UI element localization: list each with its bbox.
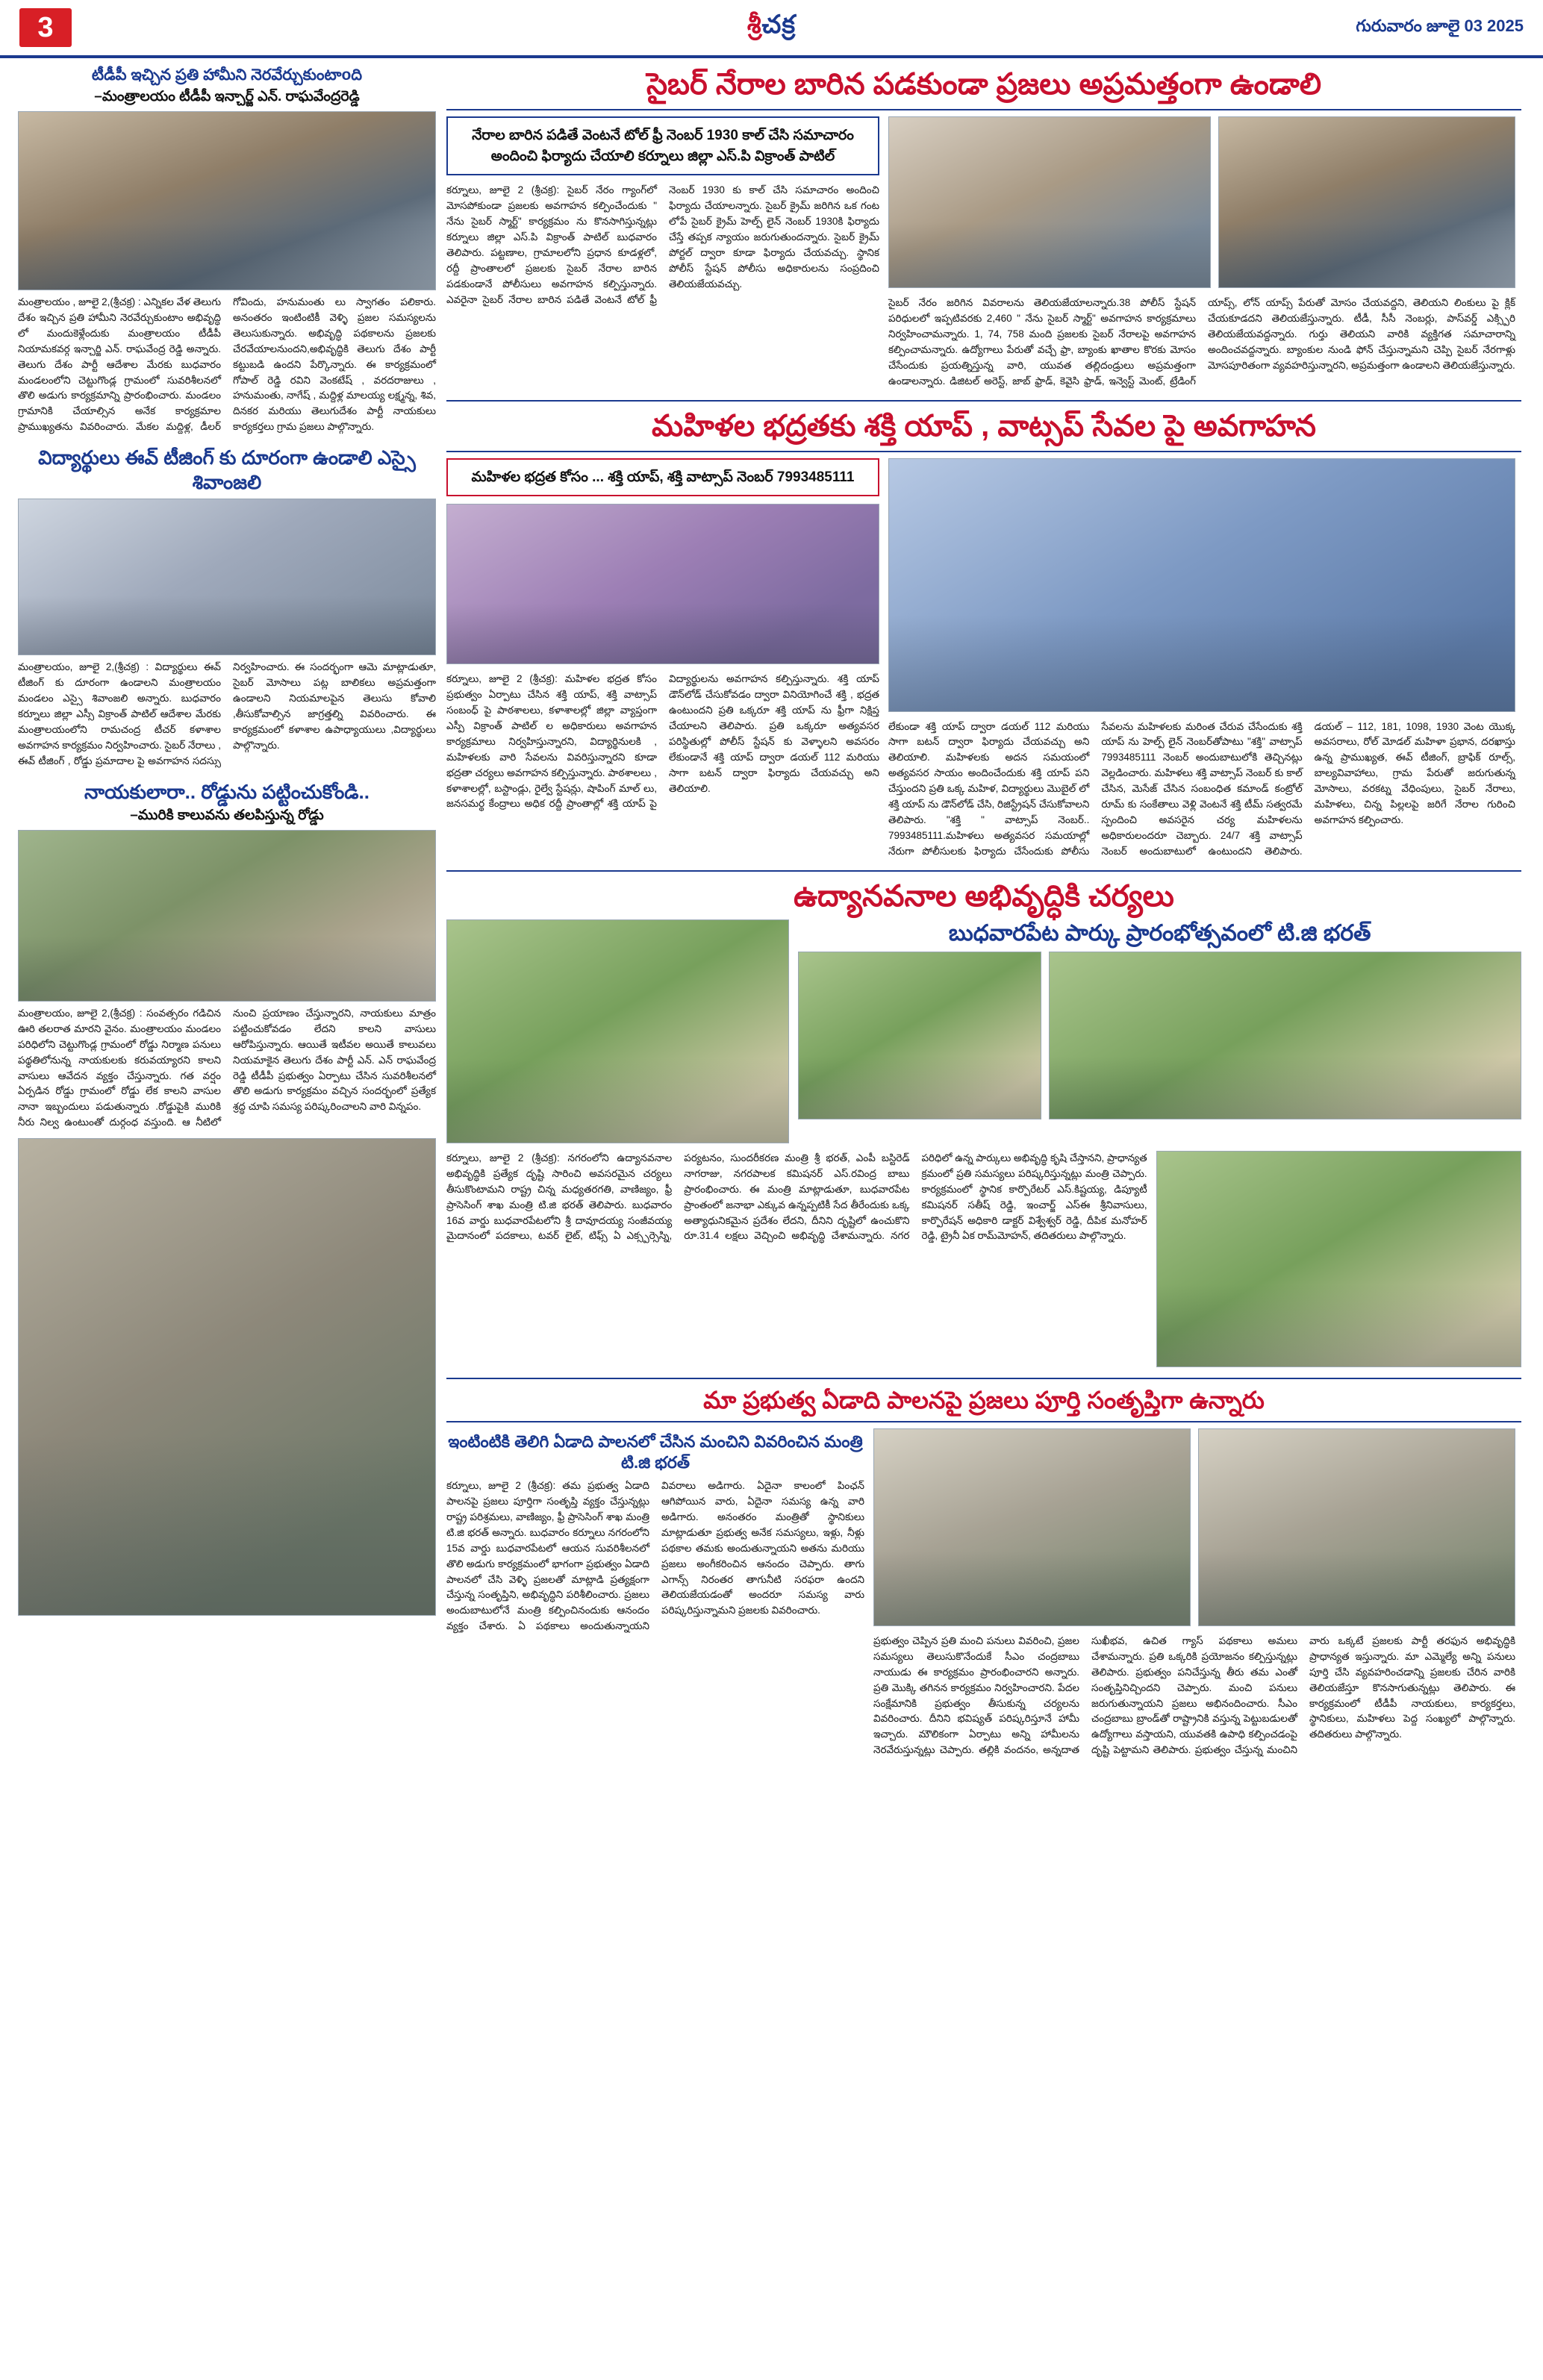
story-park-development [446,878,1521,1367]
park-opening-photo [446,919,789,1143]
page-content [0,58,1543,1784]
govt-body-left: కర్నూలు, జూలై 2 (శ్రీచక్ర): తమ ప్రభుత్వ ఏడాది పాలనపై ప్రజలు పూర్తిగా సంతృప్తి వ్యక్తం చేస్తున్నట్లు రాష్ట్ర పరిశ్రమలు, వాణిజ్యం, ఫ్రీ ప్రాసెసింగ్ శాఖ మంత్రి టి.జి భరత్ అన్నారు. బుధవారం కర్నూలు నగరంలోని 15వ వార్డు బుధవారపేటలో ఆయన సువరిశీలనలో తొలి అడుగు కార్యక్రమంలో భాగంగా ప్రభుత్వం ఏడాది పాలనలో చేసి వెళ్ళి ప్రజలతో మాట్లాడి ప్రత్యక్షంగా చేస్తున్న సంతృప్తిని, అభివృద్ధిని పరిశీలించారు. ప్రజలు అందుబాటులోనే మంత్రి కల్పించినందుకు ఆనందం వ్యక్తం చేశారు. ఏ పథకాలు అందుతున్నాయని వివరాలు అడిగారు. ఏదైనా కాలంలో పింఛన్ ఆగిపోయిన వారు, ఏదైనా సమస్య ఉన్న వారి అడిగారు. అనంతరం మంత్రితో స్థానికులు మాట్లాడుతూ ప్రభుత్వ అనేక సమస్యలు, ఇళ్లు, నీళ్లు పథకాల తమకు అందుతున్నాయని అతను మరియు ప్రజలు అంగీకరించిన ఆనందం చెప్పారు. తాగు ఎగాన్స్ నిరంతర తాగునీటి సరఫరా ఉందని తెలియజేయడంతో అందరూ సమస్య వారు పరిష్కరిస్తున్నామని ప్రజలకు వివరించారు. [446,1480,864,1632]
shakti-lead-box: మహిళల భద్రత కోసం ... శక్తి యాప్, శక్తి వాట్సాప్ నెంబర్ 7993485111 [446,458,879,497]
story1-subhead: –మంత్రాలయం టీడీపీ ఇన్చార్జ్ ఎన్. రాఘవేంద్రరెడ్డి [94,89,360,105]
story2-body: మంత్రాలయం, జూలై 2,(శ్రీచక్ర) : విద్యార్థులు ఈవ్ టీజింగ్ కు దూరంగా ఉండాలని మంత్రాలయం మండలం ఎస్సై శివాంజలి అన్నారు. బుధవారం కర్నూలు జిల్లా ఎస్సీ విక్రాంత్ పాటిల్ ఆదేశాల మేరకు మంత్రాలయంలోని రామచంద్ర టీచర్ కళాశాల అవగాహన కార్యక్రమం నిర్వహించారు. సైబర్ నేరాలు , ఈవ్ టీజింగ్ , రోడ్డు ప్రమాదాల పై అవగాహన సదస్సు నిర్వహించారు. ఈ సందర్భంగా ఆమె మాట్లాడుతూ, సైబర్ మోసాలు పట్ల బాలికలు అప్రమత్తంగా ఉండాలని నియమాలపైన తెలుసు కోవాలి ,తీసుకోవాల్సిన జాగ్రత్తల్ని వివరించారు. ఈ కార్యక్రమంలో కళాశాల ఉపాధ్యాయులు ,విద్యార్థులు పాల్గొన్నారు. [18,661,436,766]
classroom-photo [18,499,436,655]
cyber-lead-box: నేరాల బారిన పడితే వెంటనే టోల్ ఫ్రీ నెంబర్ 1930 కాల్ చేసి సమాచారం అందించి ఫిర్యాదు చేయాలి కర్నూలు జిల్లా ఎస్.పి విక్రాంత్ పాటిల్ [446,116,879,175]
story-tdp-promises [18,66,436,435]
story-road [18,780,436,1617]
sapling-photo [798,952,1041,1119]
page-number: 3 [19,8,72,47]
govt-headline: మా ప్రభుత్వ ఏడాది పాలనపై ప్రజలు పూర్తి సంతృప్తిగా ఉన్నారు [703,1386,1265,1414]
story2-headline: విద్యార్థులు ఈవ్ టీజింగ్ కు దూరంగా ఉండాలి ఎస్సై శివాంజలి [38,446,416,493]
park-headline: ఉద్యానవనాల అభివృద్ధికి చర్యలు [794,879,1174,913]
cyber-awareness-photo [888,116,1211,288]
right-column [446,66,1521,1769]
tdp-meeting-photo [18,111,436,290]
shakti-students-photo [888,458,1515,712]
story1-headline: టీడీపీ ఇచ్చిన ప్రతి హామీని నెరవేర్చుకుంటాoది [91,66,363,84]
playground-photo [1156,1151,1521,1367]
cyber-body-right: సైబర్ నేరం జరిగిన వివరాలను తెలియజేయాలన్నారు.38 పోలీస్ స్టేషన్ పరిధులలో ఇప్పటివరకు 2,460 " నేను సైబర్ స్మార్ట్" అవగాహన కార్యక్రమాలు నిర్వహించామన్నారు. 1, 74, 758 మంది ప్రజలకు సైబర్ నేరాలపై అవగాహన కల్పించామన్నారు. ఉద్యోగాలు పేరుతో వచ్చే ఫ్రా, బ్యాంకు ఖాతాల కొరకు మోసం చేసేందుకు ప్రయత్నిస్తున్న వారి, యువత తల్లిదండ్రులు అప్రమత్తంగా ఉండాలన్నారు. డిజిటల్ అరెస్ట్, జాబ్ ఫ్రాడ్, కెవైసి ఫ్రాడ్, ఇన్వెస్ట్ మెంట్, ట్రేడింగ్ యాప్స్, లోన్ యాప్స్ పేరుతో మోసం చేయవద్దని, తెలియని లింకులు పై క్లిక్ చేయకూడదని తెలియజేస్తున్నారు. టీడీ, సీసీ నెంబర్లు, పాస్‌వర్డ్ ఎక్స్పిరి తెలియజేయవద్దన్నారు. గుర్తు తెలియని వారికి వ్యక్తిగత సమాచారాన్ని అందించవద్దన్నారు. బ్యాంకుల నుండి ఫోన్ చేస్తున్నామని చెప్పి సైబర్ నేరగాళ్లు మోసపూరితంగా వ్యవహరిస్తున్నారని, అప్రమత్తంగా ఉండాలని తెలియజేస్తున్నారు. [888,297,1515,387]
masthead [0,0,1543,58]
logo-text-blue: చక్ర [761,10,797,39]
shakti-body-right: లేకుండా శక్తి యాప్ ద్వారా డయల్ 112 మరియు సాగా బటన్ ద్వారా ఫిర్యాదు చేయవచ్చు అని తెలియాలి. మహిళలకు అదన సమయంలో అత్యవసర సాయం అందించేందుకు శక్తి యాప్ పని చేస్తుందని ప్రతి ఒక్క మహిళ, విద్యార్థులు మొబైల్ లో శక్తి యాప్ ను డౌన్‌లోడ్ చేసి, రిజిస్ట్రేషన్ చేసుకోవాలని తెలిపారు. "శక్తి " వాట్సాప్ నెంబర్.. 7993485111.మహిళలు అత్యవసర సమయాల్లో నేరుగా పోలీసులకు ఫిర్యాదు చేసేందుకు పోలీసు సేవలను మహిళలకు మరింత చేరువ చేసేందుకు శక్తి యాప్ ను హెల్ప్ లైన్ నెంబర్‌తోపాటు "శక్తి" వాట్సాప్ 7993485111 నెంబర్ అందుబాటులోకి తెచ్చినట్లు వెల్లడించారు. మహిళలు శక్తి వాట్సాప్ నెంబర్ కు కాల్ చేసిన, మెసేజ్ చేసిన సంబంధిత కమాండ్ కంట్రోల్ రూమ్ కు సంకేతాలు వెళ్లి వెంటనే శక్తి టీమ్ సత్వరమే స్పందించి అవసరైన చర్య మహిళలను అధికారులందరూ చెబ్బారు. 24/7 శక్తి వాట్సాప్ నెంబర్ అందుబాటులో ఉంటుందని తెలిపారు. డయల్ – 112, 181, 1098, 1930 వెంట యొక్క అవసరాలు, రోల్ మోడల్ మహిళా ప్రభాన, దరఖాస్తు ఉన్న ప్రాముఖ్యత, ఈవ్ టీజింగ్, బ్రాఫిక్ రూల్స్, బాల్యవివాహాలు, గ్రామ పేరుతో జరుగుతున్న మోసాలు, వరకట్న వేధింపులు, సైబర్ నేరాలు, మహిళలు, చిన్న పిల్లలపై జరిగే నేరాల గురించి అవగాహన కల్పించారు. [888,720,1515,857]
govt-subhead: ఇంటింటికి తెలిగి ఏడాది పాలనలో చేసిన మంచిని వివరించిన మంత్రి టి.జి భరత్ [448,1431,863,1472]
damaged-road-photo [18,1138,436,1616]
story1-body: మంత్రాలయం , జూలై 2,(శ్రీచక్ర) : ఎన్నికల వేళ తెలుగు దేశం ఇచ్చిన ప్రతి హామీని నెరవేర్చుకుంటాం అభివృద్ధి లో మందుకెళ్లేందుకు మంత్రాలయం టీడీపీ నియామకవర్గ ఇన్చార్జి ఎన్. రాఘవేంద్ర రెడ్డి అన్నారు. తెలుగు దేశం పార్టీ ఆదేశాల మేరకు బుధవారం మండలంలోని చెట్టుగొండ్ల గ్రామంలో సువరిశీలనలో తొలి అడుగు కార్యక్రమాన్ని ప్రారంభించారు. మండలం గ్రామానికి చేయాల్సిన అనేక కార్యక్రమాల ప్రాముఖ్యతను వివరించారు. మేకల మద్దిళ్ల, డీలర్ గోవిందు, హనుమంతు లు స్వాగతం పలికారు. అనంతరం ఇంటింటికీ వెళ్ళి ప్రజల సమస్యలను తెలుసుకున్నారు. అభివృద్ధి పథకాలను ప్రజలకు చేరవేయాలనుందని,అభివృద్ధికి తెలుగు దేశం పార్టీ కట్టుబడి ఉందని పేర్కొన్నారు. ఈ కార్యక్రమంలో గోపాల్ రెడ్డి రవిని వెంకటేష్ , వరదరాజులు , హనుమంతు, నాగేష్ , మద్దిళ్ల మాలయ్య లక్ష్మన్న, శివ, దినకర మరియు తెలుగుదేశం పార్టీ నాయకులు కార్యకర్తలు గ్రామ ప్రజలు పాల్గొన్నారు. [18,296,436,433]
story-eve-teasing [18,446,436,769]
story3-body: మంత్రాలయం, జూలై 2,(శ్రీచక్ర) : సంవత్సరం గడిచిన ఊరి తలరాత మారని వైనం. మంత్రాలయం మండలం పరిధిలోని చెట్టుగొండ్ల గ్రామంలో రోడ్డు నిర్మాణ పనులు పథ్ధతిలోనున్న నాయకులకు కరువయ్యారని కాలని వాసులు ఆవేదన వ్యక్తం చేస్తున్నారు. గత వర్షం ఏర్పడిన రోడ్డు గ్రామంలో రోడ్డు లేక కాలని వాసుల నానా ఇబ్బందులు పడుతున్నారు .రోడ్డుపైకి మురికి నీరు నిల్వ ఉంటుంతో దుర్గంధ వస్తుంది. ఆ నీటిలో నుంచి ప్రయాణం చేస్తున్నారని, నాయకులు మాత్రం పట్టించుకోవడం లేదని కాలని వాసులు ఆరోపిస్తున్నారు. ఆయితే ఇటీవల అయితే కాలువలు నియమాకైన తెలుగు దేశం పార్టీ ఎన్. ఎన్ రాఘవేంద్ర రెడ్డి టీడీపీ ప్రభుత్వం ఏర్పాటు చేసిన సువరిశీలనలో తొలి అడుగు కార్యక్రమం వచ్చిన సందర్భంలో ప్రత్యేక శ్రద్ధ చూపి సమస్య పరిష్కరించాలని వారి విన్నపం. [18,1007,436,1128]
publication-logo [747,10,796,46]
govt-body-right: ప్రభుత్వం చెప్పిన ప్రతి మంచి పనులు వివరించి, ప్రజల సమస్యలు తెలుసుకొనేందుకే సీఎం చంద్రబాబు నాయుడు ఈ కార్యక్రమం ప్రారంభించారని అన్నారు. ప్రతి మొక్కి తగినన కార్యక్రమం నిర్వహించారని. పేదల సంక్షేమానికి ప్రభుత్వం తీసుకున్న చర్యలను వివరించారు. దీనిని భవిష్యత్ పరిష్కరిస్తూనే హామీ ఇచ్చారు. మౌలికంగా ఏర్పాటు అన్ని హామీలను నెరవేరుస్తున్నట్లు చెప్పారు. తల్లికి వందనం, అన్నదాత సుఖీభవ, ఉచిత గ్యాస్ పథకాలు అమలు చేశామన్నారు. ప్రతి ఒక్కరికి ప్రయోజనం కల్పిస్తున్నట్లు తెలిపారు. ప్రభుత్వం పనిచేస్తున్న తీరు తమ ఎంతో సంతృప్తినిచ్చిందని చెప్పారు. మంచి పనులు జరుగుతున్నాయని ప్రజలు అభినందించారు. సీఎం చంద్రబాబు బ్రాండ్‌తో రాష్ట్రానికి వస్తున్న పెట్టుబడులతో ఉద్యోగాలు వస్తాయని, యువతకి ఉపాధి కల్పించడంపై దృష్టి పెట్టామని తెలిపారు. ప్రభుత్వం చేస్తున్న మంచిని వారు ఒక్కటే ప్రజలకు పార్టీ తరఫున అభివృద్ధికి ప్రాధాన్యత ఇస్తున్నారు. మా ఎమ్మెల్యే అన్ని పనులు పూర్తి చేసి వ్యవహరించడాన్ని ప్రజలకు చేరిన వారికి తెలియజేస్తూ కొనసాగుతున్నట్లు తెలిపారు. ఈ కార్యక్రమంలో టీడీపీ నాయకులు, కార్యకర్తలు, స్థానికులు, మహిళలు పెద్ద సంఖ్యలో పాల్గొన్నారు. తదితరులు పాల్గొన్నారు. [873,1634,1515,1756]
issue-date: గురువారం జూలై 03 2025 [1356,16,1524,35]
crowd-photo [1218,116,1515,288]
story3-subhead: –మురికి కాలువను తలపిస్తున్న రోడ్డు [130,808,324,824]
story-shakti-app [446,407,1521,860]
story3-headline: నాయకులారా.. రోడ్డును పట్టించుకోండి.. [84,780,370,803]
shakti-body-left: కర్నూలు, జూలై 2 (శ్రీచక్ర): మహిళల భద్రత కోసం ప్రభుత్వం ఏర్పాటు చేసిన శక్తి యాప్, శక్తి వాట్సాప్ సంబంధ్ పై పాఠశాలలు, కళాశాలల్లో జిల్లా వ్యాప్తంగా ఎస్పీ విక్రాంత్ పాటిల్ ల అధికారులు అవగాహన కార్యక్రమాలు నిర్వహిస్తున్నారని, విద్యార్థినులకి , మహిళలకు వారి సేవలను వివరిస్తున్నారని కూడా భద్రతా చర్యలు అవగాహన కల్పిస్తున్నారు. పాఠశాలలు , కళాశాలల్లో, బస్టాండ్లు, రైల్వే స్టేషన్లు, షాపింగ్ మాల్ లు, జనసమర్థ కేంద్రాలు అధిక రద్దీ ప్రాంతాల్లో శక్తి యాప్ పై విద్యార్థులను అవగాహన కల్పిస్తున్నారు. శక్తి యాప్ డౌన్‌లోడ్ చేసుకోవడం ద్వారా వినియోగించే శక్తి , భద్రత ఉంటుందని ప్రతి ఒక్కరూ శక్తి యాప్ ను ఫ్రీగా నిక్షిప్త చేయాలని తెలిపారు. ప్రతి ఒక్కరూ అత్యవసర పరిస్థితుల్లో పోలీస్ స్టేషన్ కు వెళ్ళాలని అవసరం లేకుండానే శక్తి యాప్ ద్వారా డయల్ 112 మరియు సాగా బటన్ ద్వారా ఫిర్యాదు చేయవచ్చు అని తెలియాలి. [446,673,879,810]
park-subhead: బుధవారపేట పార్కు ప్రారంభోత్సవంలో టి.జి భరత్ [948,920,1371,946]
door-visit-photo-2 [1198,1428,1515,1626]
ribbon-cutting-photo [1049,952,1521,1119]
door-visit-photo-1 [873,1428,1191,1626]
left-column [18,66,436,1769]
road-inspection-photo [18,830,436,1002]
cyber-body-left: కర్నూలు, జూలై 2 (శ్రీచక్ర): సైబర్ నేరం గ్యాంగ్‌లో మోసపోకుండా ప్రజలకు అవగాహన కల్పించేందుకు " నేను సైబర్ స్మార్ట్" కార్యక్రమం ను కొనసాగిస్తున్నట్లు కర్నూలు జిల్లా ఎస్.పి విక్రాంత్ పాటిల్ బుధవారం తెలిపారు. పట్టణాల, గ్రామాలలోని ప్రధాన కూడళ్లలో, రద్దీ ప్రాంతాలలో ప్రజలకు సైబర్ నేరాల బారిన పడకుండానే పోలీసులు అవగాహన కల్పిస్తున్నారు. ఎవరైనా సైబర్ నేరాల బారిన పడితే వెంటనే టోల్ ఫ్రీ నెంబర్ 1930 కు కాల్ చేసి సమాచారం అందించి ఫిర్యాదు చేయాలన్నారు. సైబర్ క్రైమ్ జరిగిన ఒక గంట లోపే సైబర్ క్రైమ్ హెల్ప్ లైన్ నెంబర్ 1930కి ఫిర్యాదు చేస్తే తప్పక న్యాయం జరుగుతుందన్నారు. సైబర్ క్రైమ్ పోర్టల్ ద్వారా కూడా ఫిర్యాదు చేయవచ్చు. స్థానిక పోలీస్ స్టేషన్ పోలీసు అధికారులను సంప్రదించి తెలియజేయవచ్చు. [446,184,879,305]
shakti-headline: మహిళల భద్రతకు శక్తి యాప్ , వాట్సప్ సేవల పై అవగాహన [652,409,1316,443]
story-cyber-awareness [446,66,1521,390]
cyber-headline: సైబర్ నేరాల బారిన పడకుండా ప్రజలు అప్రమత్తంగా ఉండాలి [646,68,1322,101]
logo-text-red: శ్రీ [746,10,762,39]
story-govt-year [446,1385,1521,1758]
park-body: కర్నూలు, జూలై 2 (శ్రీచక్ర): నగరంలోని ఉద్యానవనాల అభివృద్ధికి ప్రత్యేక దృష్టి సారించి అవసరమైన చర్యలు తీసుకొంటామని రాష్ట్ర చిన్న మధ్యతరగతి, వాణిజ్యం, ఫ్రీ ప్రాసెసింగ్ శాఖ మంత్రి టి.జి భరత్ తెలిపారు. బుధవారం 16వ వార్డు బుధవారపేటలోని శ్రీ దావూదయ్య సంజీవయ్య మైదానంలో పదకాలు, టవర్ లైట్, టిఫ్స్ ఏ ఎక్స్పర్సెస్ని, పర్యటనం, సుందరీకరణ మంత్రి శ్రీ భరత్, ఎంపీ బస్టిరెడ్ నాగరాజు, నగరపాలక కమిషనర్ ఎస్.రవింద్ర బాబు ప్రారంభించారు. ఈ మంత్రి మాట్లాడుతూ, బుధవారపేట ప్రాంతంలో జనాభా ఎక్కువ ఉన్నప్పటికీ సేద తీరేందుకు ఒక్క అత్యాధునికమైన ప్రదేశం లేదని, దీనిని దృష్టిలో ఉంచుకొని రూ.31.4 లక్షలు వెచ్చించి అభివృద్ధి చేశామన్నారు. నగర పరిధిలో ఉన్న పార్కులు అభివృద్ధి కృషి చేస్తానని, ప్రాధాన్యత క్రమంలో ప్రతి సమస్యలు పరిష్కరిస్తున్నట్లు మంత్రి చెప్పారు. కార్యక్రమంలో స్థానిక కార్పొరేటర్ ఎస్.కిష్టయ్య, డిప్యూటీ కమిషనర్ సతీష్ రెడ్డి, ఇంచార్జ్ ఎస్ఈ శ్రీనివాసులు, కార్పొరేషన్ అధికారి డాక్టర్ విశ్వేశ్వర్ రెడ్డి, దీపిక మనోహర్ రెడ్డి, ట్రైనీ ఏక రామ్‌మోహన్, తదితరులు పాల్గొన్నారు. [446,1152,1147,1242]
shakti-school-photo [446,504,879,664]
